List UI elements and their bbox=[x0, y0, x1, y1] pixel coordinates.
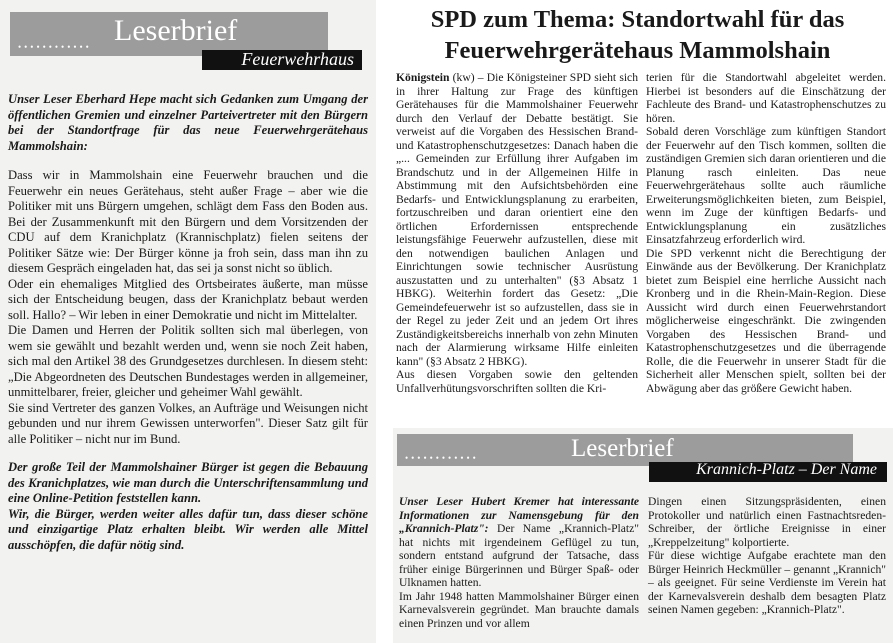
second-banner-dots: •••••••••••• bbox=[405, 453, 479, 463]
second-letter-intro: Unser Leser Hubert Kremer hat interessante Informationen zur Namensgebung für den „Krannich-Platz": bbox=[399, 495, 639, 535]
left-paragraph-2: Oder ein ehemaliges Mitglied des Ortsbeirates äußerte, man müsse sich der Entscheidung beugen, dass der Kranichplatz bebaut werden soll. Hallo? – Wir leben in einer Demokratie und nicht im Mittelalter. bbox=[8, 276, 368, 322]
left-intro: Unser Leser Eberhard Hepe macht sich Gedanken zum Umgang der öffentlichen Gremien und einzelner Parteivertreter mit den Bürgern bei der Standortfrage für das neue Feuerwehrgerätehaus Mammolshain: bbox=[8, 92, 368, 153]
article-col2-p3: Die SPD verkennt nicht die Berechtigung der Einwände aus der Bevölkerung. Der Kranichplatz bietet zum Beispiel eine herrliche Aussicht nach Kronberg und in die Rhein-Main-Region. Diese Aussicht wird durch einen Feuerwehrstandort möglicherweise eingeschränkt. Die zwingenden Vorgaben des Hessischen Brand- und Katastrophenschutzgesetzes und die überragende Rolle, die die Feuerwehr in unserer Stadt für die Sicherheit aller Menschen spielt, sollten bei der Abwägung aber das größere Gewicht haben. bbox=[646, 246, 886, 395]
left-banner-subtitle: Feuerwehrhaus bbox=[241, 49, 354, 69]
article-col1-text: (kw) – Die Königsteiner SPD sieht sich in ihrer Haltung zur Frage des künftigen Gerätehauses für die Mammolshainer Feuerwehr durch den Verlauf der Debatte bestätigt. Sie verweist auf die Vorgaben des Hessischen Brand- und Katastrophenschutzgesetzes: Danach haben die „... Gemeinden zur Erfüllung ihrer Aufgaben im Brandschutz und in der Allgemeinen Hilfe in Abstimmung mit den Aufsichtsbehörden eine Bedarfs- und Entwicklungsplanung zu erarbeiten, fortzuschreiben und daran orientiert eine den örtlichen Erfordernissen entsprechende leistungsfähige Feuerwehr aufzustellen, diese mit den notwendigen baulichen Anlagen und Einrichtungen sowie technischer Ausrüstung auszustatten und zu unterhalten" (§3 Absatz 1 HBKG). Weiterhin fordert das Gesetz: „Die Gemeindefeuerwehr ist so aufzustellen, dass sie in der Regel zu jeder Zeit und an jedem Ort ihres Zuständigkeitsbereichs innerhalb von zehn Minuten nach der Alarmierung wirksame Hilfe einleiten kann" (§3 Absatz 2 HBKG). bbox=[396, 71, 638, 368]
spd-article bbox=[390, 0, 893, 426]
left-banner-dots: •••••••••••• bbox=[18, 42, 92, 52]
left-paragraph-4: Sie sind Vertreter des ganzen Volkes, an Aufträge und Weisungen nicht gebunden und nur ihrem Gewissen unterworfen". Dieser Satz gilt für alle Politiker – nicht nur im Bund. bbox=[8, 400, 368, 446]
second-letter-subbar bbox=[649, 462, 887, 482]
left-paragraph-1: Dass wir in Mammolshain eine Feuerwehr brauchen und die Feuerwehr ein neues Gerätehaus, steht außer Frage – aber wie die Politiker mit uns Bürgern umgehen, schlägt dem Fass den Boden aus. Bei der Zusammenkunft mit den Bürgern und dem Vorsitzenden der CDU auf dem Kranichplatz (Krannischplatz) fielen seitens der Politiker Sätze wie: Der Bürger könne ja froh sein, dass man ihn zu diesem Gespräch eingeladen hat, das sei ja sonst nicht so üblich. bbox=[8, 168, 368, 275]
article-col1-text-2: Aus diesen Vorgaben sowie den geltenden Unfallverhütungsvorschriften sollten die Kri- bbox=[396, 368, 638, 395]
article-column-1 bbox=[396, 71, 638, 395]
second-letter-col1-text-2: Im Jahr 1948 hatten Mammolshainer Bürger einen Karnevalsverein gegründet. Man brauchte damals einen Prinzen und vor allem bbox=[399, 589, 639, 630]
headline-line-1: SPD zum Thema: Standortwahl für das bbox=[430, 6, 845, 33]
left-letter-subbar bbox=[202, 50, 362, 70]
article-col2-p1: terien für die Standortwahl abgeleitet werden. Hierbei ist besonders auf die Einschätzung der Fachleute des Brand- und Katastrophenschutzes zu hören. bbox=[646, 71, 886, 125]
left-closing: Der große Teil der Mammolshainer Bürger ist gegen die Bebauung des Kranichplatzes, wie man durch die Unterschriftensammlung und eine Online-Petition feststellen kann. Wir, die Bürger, werden weiter alles dafür tun, dass dieser schöne und einzigartige Platz erhalten bleibt. Wir werden alle Mittel ausschöpfen, die dafür nötig sind. bbox=[8, 460, 368, 552]
second-banner-title: Leserbrief bbox=[571, 435, 674, 462]
left-banner-title: Leserbrief bbox=[114, 14, 238, 47]
left-paragraph-3: Die Damen und Herren der Politik sollten sich mal überlegen, von wem sie gewählt und bezahlt werden und, wenn sie noch Zeit haben, sich mal den Artikel 38 des Grundgesetzes durchlesen. In diesem steht: „Die Abgeordneten des Deutschen Bundestages werden in allgemeiner, unmittelbarer, freier, gleicher und geheimer Wahl gewählt. bbox=[8, 323, 368, 399]
second-letter-col1-text: Der Name „Krannich-Platz" hat nichts mit irgendeinem Geflügel zu tun, sondern entstand aufgrund der Tatsache, dass früher einige Bürgerinnen und Bürger Spaß- oder Ulknamen hatten. bbox=[399, 522, 639, 589]
article-dateline: Königstein bbox=[396, 71, 450, 84]
article-col2-p2: Sobald deren Vorschläge zum künftigen Standort der Feuerwehr auf den Tisch kommen, sollten die zuständigen Gremien sich daran orientieren und die Planung rasch einleiten. Das neue Feuerwehrgerätehaus sollte auch räumliche Erweiterungsmöglichkeiten bieten, zum Beispiel, wenn im Zuge der künftigen Bedarfs- und Entwicklungsplanung ein zusätzliches Einsatzfahrzeug erforderlich wird. bbox=[646, 125, 886, 246]
article-headline bbox=[390, 4, 885, 66]
article-column-2 bbox=[646, 71, 886, 395]
headline-line-2: Feuerwehrgerätehaus Mammolshain bbox=[444, 37, 831, 64]
second-letter-column-2 bbox=[648, 495, 886, 617]
second-letter-col2-p1: Dingen einen Sitzungspräsidenten, einen Protokoller und natürlich einen Fastnachtsreden-Schreiber, der örtliche Ereignisse in einer „Kreppelzeitung" kolportierte. bbox=[648, 495, 886, 549]
second-letter-col2-p2: Für diese wichtige Aufgabe erachtete man den Bürger Heinrich Heckmüller – genannt „Krannich" – als geeignet. Für seine Verdienste im Verein hat der Karnevalsverein deshalb dem besagten Platz seinen Namen gegeben: „Krannich-Platz". bbox=[648, 549, 886, 616]
second-banner-subtitle: Krannich-Platz – Der Name bbox=[696, 461, 877, 478]
second-letter-column-1 bbox=[399, 495, 639, 630]
left-letter-panel bbox=[0, 0, 376, 643]
second-letter-panel bbox=[393, 428, 893, 643]
